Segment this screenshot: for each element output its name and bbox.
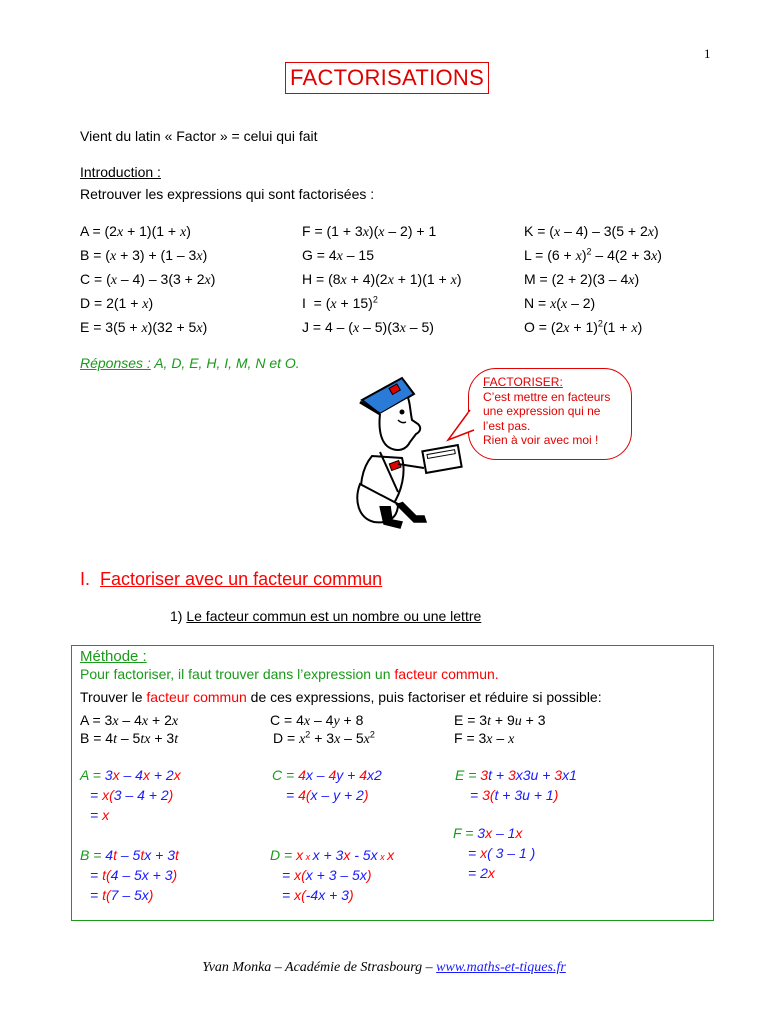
method-heading: Méthode : (80, 648, 147, 665)
expr-A: A = (2x + 1)(1 + x) (80, 223, 191, 240)
expr-E: E = 3(5 + x)(32 + 5x) (80, 319, 208, 336)
expr-H: H = (8x + 4)(2x + 1)(1 + x) (302, 271, 462, 288)
speech-bubble (468, 368, 632, 460)
bubble-line: C’est mettre en facteurs (483, 389, 611, 404)
solution-B-3: = t(7 – 5x) (90, 887, 154, 903)
solution-C-1: C = 4x – 4y + 4x2 (272, 767, 382, 783)
footer (0, 960, 768, 976)
expr-G: G = 4x – 15 (302, 247, 374, 264)
exercise-E: E = 3t + 9u + 3 (454, 712, 546, 729)
solution-B-2: = t(4 – 5x + 3) (90, 867, 178, 883)
expr-J: J = 4 – (x – 5)(3x – 5) (302, 319, 434, 336)
expr-I: $I = (x + 15)^2$ (302, 294, 378, 312)
expr-N: N = x(x – 2) (524, 295, 596, 312)
solution-D-2: = x(x + 3 – 5x) (282, 867, 372, 883)
solution-E-2: = 3(t + 3u + 1) (470, 787, 559, 803)
expr-K: K = (x – 4) – 3(5 + 2x) (524, 223, 659, 240)
exercise-B: B = 4t – 5tx + 3t (80, 730, 179, 747)
method-line2: Trouver le facteur commun de ces expressions, puis factoriser et réduire si possible: (80, 689, 602, 705)
exercise-F: F = 3x – x (454, 730, 515, 747)
exercise-C: C = 4x – 4y + 8 (270, 712, 364, 729)
subsection-heading (170, 608, 481, 624)
bubble-tail (446, 408, 476, 442)
page-title: FACTORISATIONS (285, 62, 489, 94)
expr-D: D = 2(1 + x) (80, 295, 154, 312)
intro-instruction: Retrouver les expressions qui sont factorisées : (80, 186, 375, 202)
exercise-A: A = 3x – 4x + 2x (80, 712, 179, 729)
expr-B: B = (x + 3) + (1 – 3x) (80, 247, 208, 264)
subtitle: Vient du latin « Factor » = celui qui fait (80, 128, 318, 144)
exercise-D: $D = x^2 + 3x - 5x^2$ (273, 729, 375, 747)
bubble-title: FACTORISER: (483, 375, 563, 389)
bubble-line: l’est pas. (483, 418, 531, 433)
solution-F-3: = 2x (468, 865, 495, 881)
solution-D-3: = x(-4x + 3) (282, 887, 354, 903)
expr-O: $O = (2x + 1)^2(1 + x)$ (524, 318, 643, 336)
solution-A-3: = x (90, 807, 110, 823)
bubble-line: une expression qui ne (483, 404, 601, 418)
footer-link[interactable]: www.maths-et-tiques.fr (436, 960, 566, 975)
intro-heading: Introduction : (80, 164, 161, 180)
answers (80, 355, 300, 371)
footer-author: Yvan Monka – Académie de Strasbourg – (202, 960, 437, 975)
postman-illustration (340, 372, 480, 532)
subsection-title: Le facteur commun est un nombre ou une lettre (186, 608, 482, 624)
section-title: Factoriser avec un facteur commun (100, 569, 383, 589)
bubble-line: Rien à voir avec moi ! (483, 433, 599, 447)
section-number: I. (80, 569, 91, 589)
answers-text: A, D, E, H, I, M, N et O. (154, 355, 300, 371)
solution-F-1: F = 3x – 1x (453, 825, 523, 841)
solution-F-2: = x( 3 – 1 ) (468, 845, 536, 861)
section-heading (80, 569, 382, 590)
expr-L: $L = (6 + x)^2 - 4(2 + 3x)$ (524, 246, 662, 264)
solution-C-2: = 4(x – y + 2) (286, 787, 369, 803)
solution-D-1: D = x x x + 3x - 5x x x (270, 847, 395, 863)
solution-A-1: A = 3x – 4x + 2x (80, 767, 181, 783)
answers-label: Réponses : (80, 355, 151, 371)
solution-B-1: B = 4t – 5tx + 3t (80, 847, 179, 863)
expr-F: F = (1 + 3x)(x – 2) + 1 (302, 223, 437, 240)
solution-E-1: E = 3t + 3x3u + 3x1 (455, 767, 577, 783)
expr-M: M = (2 + 2)(3 – 4x) (524, 271, 640, 288)
expr-C: C = (x – 4) – 3(3 + 2x) (80, 271, 216, 288)
method-line1: Pour factoriser, il faut trouver dans l’expression un facteur commun. (80, 666, 499, 682)
subsection-number: 1) (170, 608, 183, 624)
page-number: 1 (704, 46, 711, 61)
solution-A-2: = x(3 – 4 + 2) (90, 787, 174, 803)
